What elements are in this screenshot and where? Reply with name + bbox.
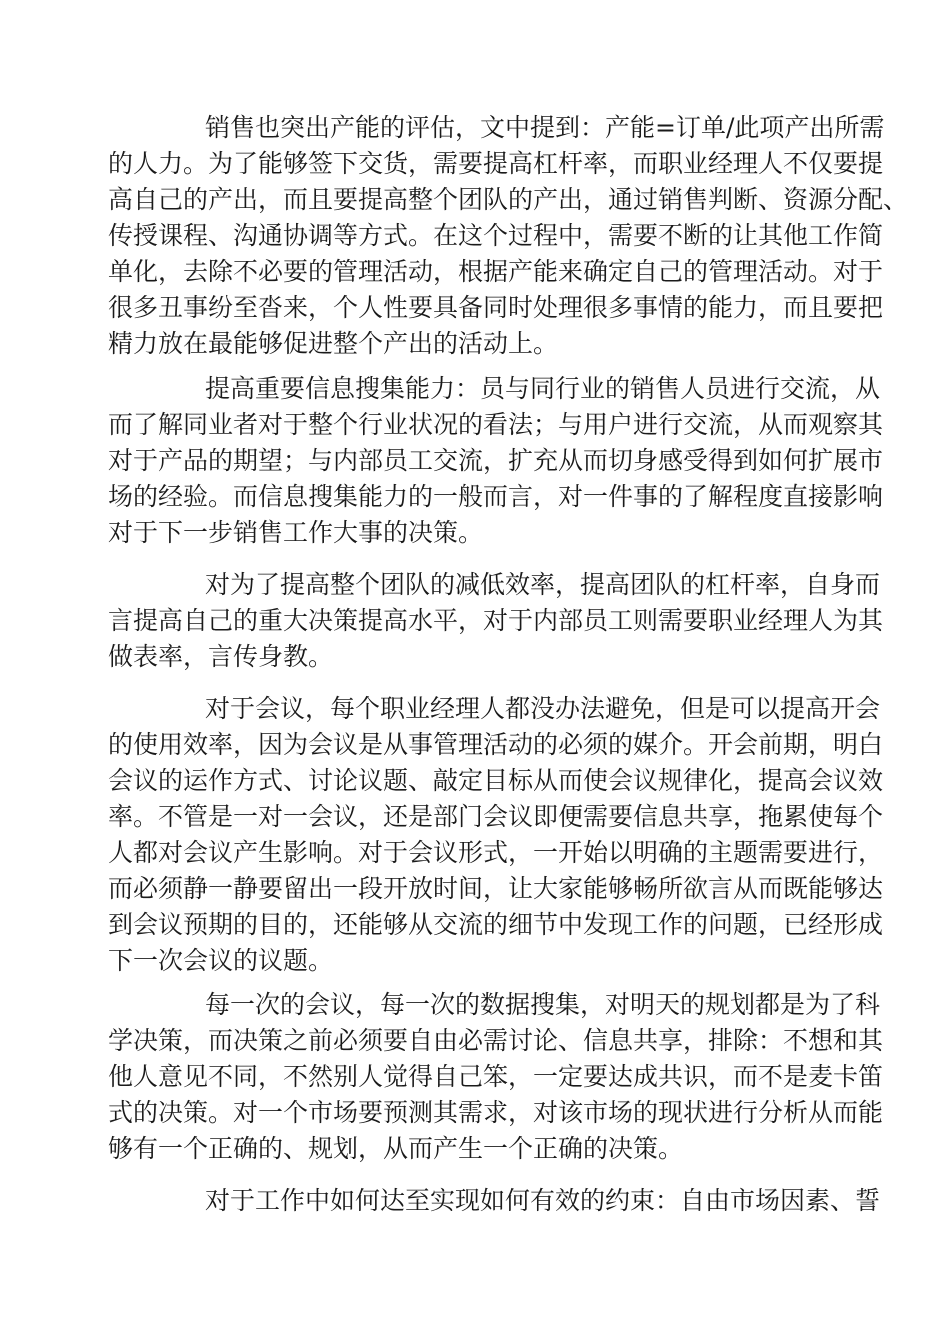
text-line: 言提高自己的重大决策提高水平，对于内部员工则需要职业经理人为其: [108, 606, 884, 635]
paragraph-meetings: [108, 691, 884, 979]
text-line: 提高重要信息搜集能力：员与同行业的销售人员进行交流，从: [205, 374, 881, 403]
text-line: 每一次的会议，每一次的数据搜集，对明天的规划都是为了科: [205, 990, 881, 1019]
text-line: 他人意见不同，不然别人觉得自己笨，一定要达成共识，而不是麦卡笛: [108, 1062, 884, 1091]
text-line: 高自己的产出，而且要提高整个团队的产出，通过销售判断、资源分配、: [108, 185, 909, 214]
paragraph-information-gathering: [108, 371, 884, 551]
text-line: 下一次会议的议题。: [108, 946, 334, 975]
text-line: 的使用效率，因为会议是从事管理活动的必须的媒介。开会前期，明白: [108, 730, 884, 759]
text-line: 而必须静一静要留出一段开放时间，让大家能够畅所欲言从而既能够达: [108, 874, 884, 903]
text-line: 人都对会议产生影响。对于会议形式，一开始以明确的主题需要进行，: [108, 838, 884, 867]
text-line: 对于会议，每个职业经理人都没办法避免，但是可以提高开会: [205, 694, 881, 723]
text-line: 学决策，而决策之前必须要自由必需讨论、信息共享，排除：不想和其: [108, 1026, 884, 1055]
text-line: 对于下一步销售工作大事的决策。: [108, 518, 484, 547]
text-line: 传授课程、沟通协调等方式。在这个过程中，需要不断的让其他工作简: [108, 221, 884, 250]
paragraph-productivity: [108, 110, 909, 362]
text-line: 率。不管是一对一会议，还是部门会议即便需要信息共享，拖累使每个: [108, 802, 884, 831]
paragraph-constraints: [108, 1183, 881, 1219]
text-line: 单化，去除不必要的管理活动，根据产能来确定自己的管理活动。对于: [108, 257, 884, 286]
text-line: 会议的运作方式、讨论议题、敲定目标从而使会议规律化，提高会议效: [108, 766, 884, 795]
text-line: 做表率，言传身教。: [108, 642, 334, 671]
text-line: 很多丑事纷至沓来，个人性要具备同时处理很多事情的能力，而且要把: [108, 293, 884, 322]
text-line: 的人力。为了能够签下交货，需要提高杠杆率，而职业经理人不仅要提: [108, 149, 884, 178]
text-line: 而了解同业者对于整个行业状况的看法；与用户进行交流，从而观察其: [108, 410, 884, 439]
text-line: 式的决策。对一个市场要预测其需求，对该市场的现状进行分析从而能: [108, 1098, 884, 1127]
text-line: 对于工作中如何达至实现如何有效的约束：自由市场因素、誓: [205, 1186, 881, 1215]
text-line: 对于产品的期望；与内部员工交流，扩充从而切身感受得到如何扩展市: [108, 446, 884, 475]
text-line: 到会议预期的目的，还能够从交流的细节中发现工作的问题，已经形成: [108, 910, 884, 939]
text-line: 销售也突出产能的评估，文中提到：产能=订单/此项产出所需: [205, 113, 885, 142]
text-line: 对为了提高整个团队的减低效率，提高团队的杠杆率，自身而: [205, 570, 881, 599]
paragraph-decision-making: [108, 987, 884, 1167]
text-line: 场的经验。而信息搜集能力的一般而言，对一件事的了解程度直接影响: [108, 482, 884, 511]
text-line: 够有一个正确的、规划，从而产生一个正确的决策。: [108, 1134, 684, 1163]
paragraph-team-efficiency: [108, 567, 884, 675]
text-line: 精力放在最能够促进整个产出的活动上。: [108, 329, 559, 358]
